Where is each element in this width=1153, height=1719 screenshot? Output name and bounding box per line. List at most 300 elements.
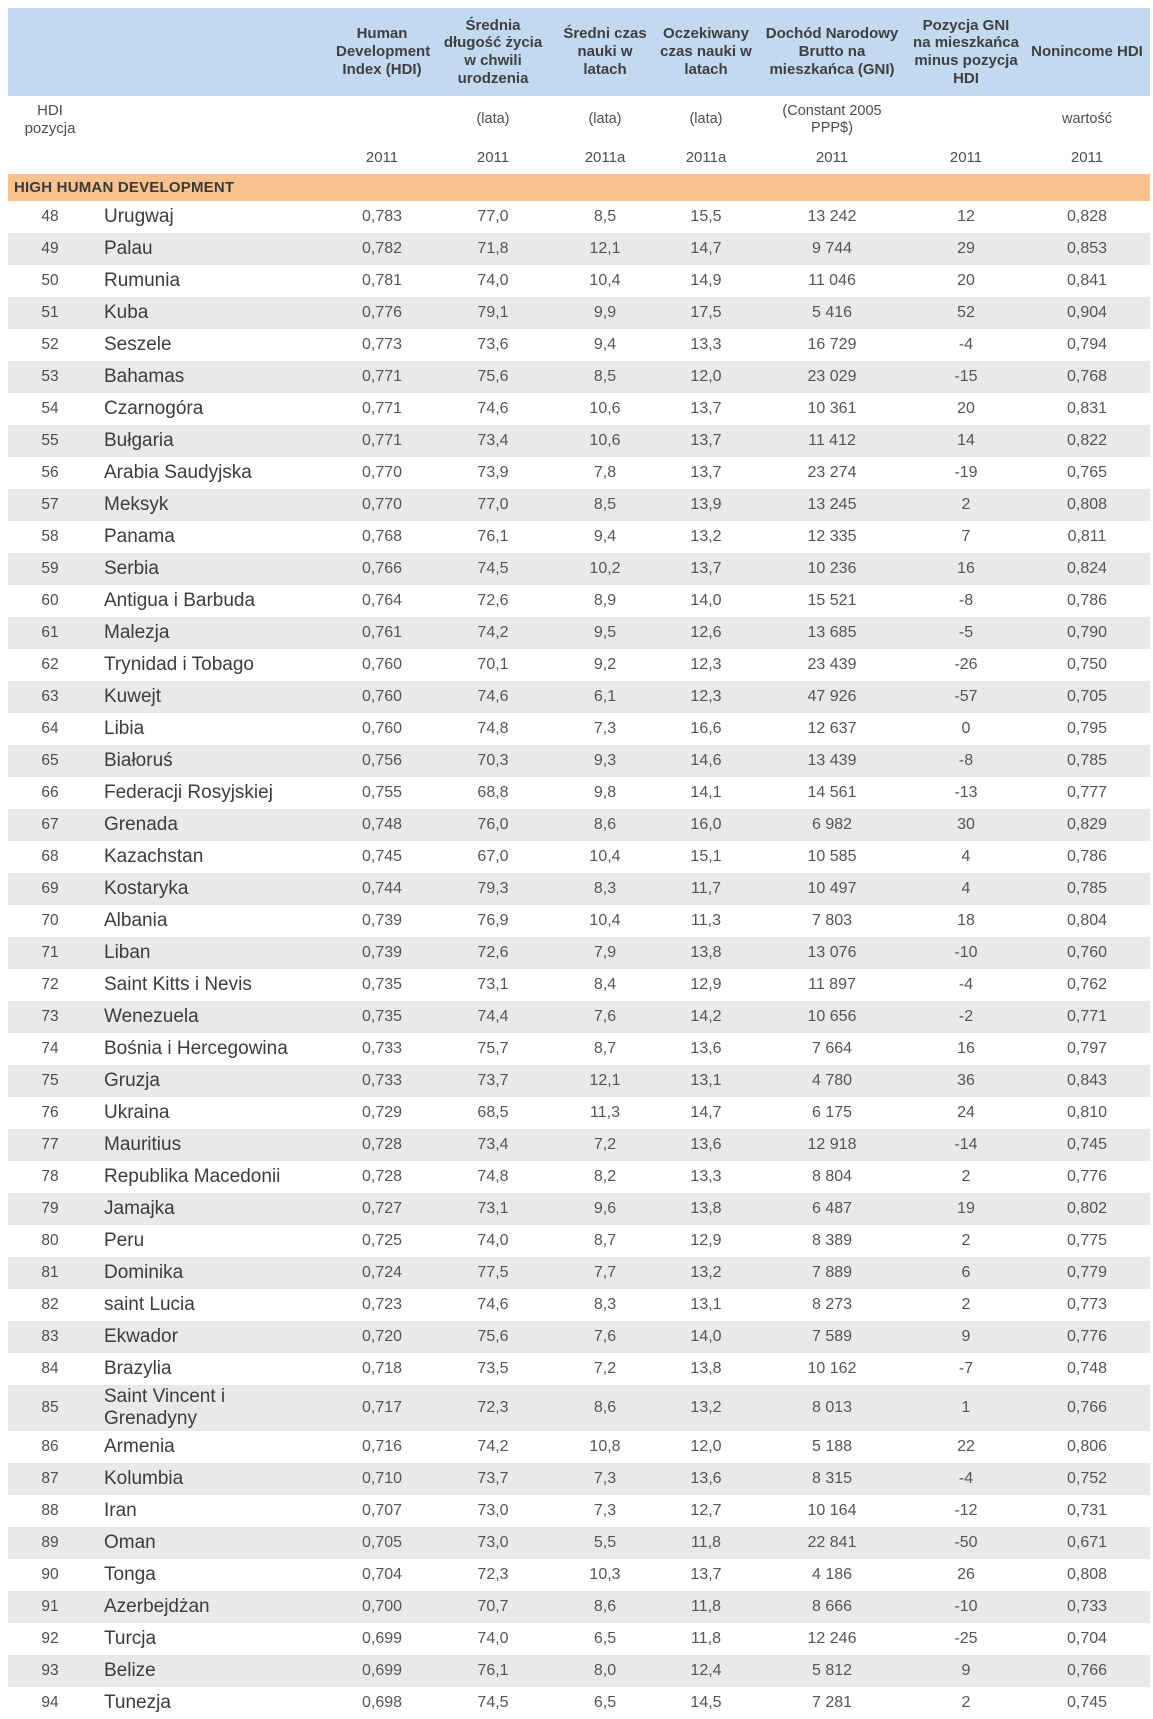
cell-rank: 71	[41, 944, 59, 961]
cell-nonincome-hdi: 0,785	[1066, 752, 1108, 769]
cell-life-expectancy: 67,0	[477, 848, 509, 865]
cell-mean-years-schooling: 7,8	[593, 464, 617, 481]
cell-life-expectancy: 74,5	[477, 560, 509, 577]
cell-expected-years-schooling: 14,0	[690, 1328, 722, 1345]
cell-life-expectancy: 74,6	[477, 400, 509, 417]
cell-life-expectancy: 71,8	[477, 240, 509, 257]
cell-life-expectancy: 74,4	[477, 1008, 509, 1025]
cell-country: Bułgaria	[104, 430, 174, 451]
table-row	[8, 905, 1150, 937]
cell-gni: 7 664	[811, 1040, 853, 1057]
cell-country: Libia	[104, 718, 145, 739]
cell-nonincome-hdi: 0,808	[1066, 496, 1108, 513]
cell-rank: 65	[41, 752, 59, 769]
cell-expected-years-schooling: 13,7	[690, 1565, 722, 1583]
cell-mean-years-schooling: 8,5	[593, 368, 617, 385]
cell-mean-years-schooling: 8,4	[593, 976, 617, 993]
cell-country: Belize	[104, 1659, 156, 1681]
cell-rank: 87	[41, 1469, 59, 1487]
cell-rank: 91	[41, 1597, 59, 1615]
cell-life-expectancy: 75,6	[477, 1328, 509, 1345]
cell-expected-years-schooling: 14,0	[690, 592, 722, 609]
table-row	[8, 1385, 1150, 1431]
cell-country: Kazachstan	[104, 846, 204, 867]
unit-mys: (lata)	[554, 96, 656, 144]
cell-expected-years-schooling: 13,1	[690, 1296, 722, 1313]
cell-gni-rank-minus-hdi: 22	[957, 1437, 975, 1455]
cell-life-expectancy: 74,0	[477, 1232, 509, 1249]
cell-gni: 14 561	[807, 784, 857, 801]
cell-hdi: 0,745	[361, 848, 403, 865]
cell-hdi: 0,776	[361, 304, 403, 321]
cell-gni-rank-minus-hdi: 6	[961, 1264, 971, 1281]
cell-country: Liban	[104, 942, 151, 963]
cell-nonincome-hdi: 0,768	[1066, 368, 1108, 385]
cell-nonincome-hdi: 0,705	[1066, 688, 1108, 705]
cell-mean-years-schooling: 8,5	[593, 496, 617, 513]
cell-nonincome-hdi: 0,785	[1066, 880, 1108, 897]
cell-country: Peru	[104, 1230, 145, 1251]
table-row	[8, 393, 1150, 425]
cell-country: Federacji Rosyjskiej	[104, 782, 273, 803]
table-row	[8, 681, 1150, 713]
cell-nonincome-hdi: 0,797	[1066, 1040, 1108, 1057]
table-row	[8, 1655, 1150, 1687]
cell-gni: 23 029	[807, 368, 857, 385]
table-row	[8, 265, 1150, 297]
cell-life-expectancy: 75,6	[477, 368, 509, 385]
col-header-rank-spacer	[8, 8, 92, 96]
cell-hdi: 0,760	[361, 720, 403, 737]
cell-mean-years-schooling: 12,1	[589, 240, 621, 257]
cell-gni: 12 918	[807, 1136, 857, 1153]
table-row	[8, 489, 1150, 521]
cell-nonincome-hdi: 0,776	[1066, 1168, 1108, 1185]
cell-mean-years-schooling: 8,7	[593, 1040, 617, 1057]
cell-gni: 8 315	[811, 1469, 853, 1487]
cell-country: Turcja	[104, 1627, 157, 1649]
cell-gni: 10 497	[807, 880, 857, 897]
cell-mean-years-schooling: 11,3	[590, 1104, 620, 1121]
cell-life-expectancy: 74,0	[477, 1629, 509, 1647]
cell-nonincome-hdi: 0,777	[1066, 784, 1108, 801]
cell-expected-years-schooling: 13,7	[690, 464, 722, 481]
cell-hdi: 0,739	[361, 944, 403, 961]
cell-life-expectancy: 76,0	[477, 816, 509, 833]
cell-hdi: 0,700	[361, 1597, 403, 1615]
cell-hdi: 0,733	[361, 1072, 403, 1089]
cell-gni: 10 164	[807, 1501, 857, 1519]
cell-country: Kostaryka	[104, 878, 189, 899]
cell-expected-years-schooling: 12,3	[690, 688, 722, 705]
cell-country: Republika Macedonii	[104, 1166, 281, 1187]
cell-country: Ukraina	[104, 1102, 170, 1123]
table-row	[8, 649, 1150, 681]
col-header-expected-years-schooling: Oczekiwany czas nauki w latach	[656, 8, 756, 96]
cell-gni-rank-minus-hdi: 18	[957, 912, 975, 929]
cell-expected-years-schooling: 16,6	[690, 720, 722, 737]
cell-nonincome-hdi: 0,804	[1066, 912, 1108, 929]
cell-hdi: 0,739	[361, 912, 403, 929]
cell-mean-years-schooling: 10,4	[589, 912, 621, 929]
table-row	[8, 841, 1150, 873]
cell-gni: 5 812	[811, 1661, 853, 1679]
cell-mean-years-schooling: 9,6	[593, 1200, 617, 1217]
cell-expected-years-schooling: 14,7	[690, 1104, 722, 1121]
cell-life-expectancy: 74,6	[477, 688, 509, 705]
cell-life-expectancy: 74,5	[477, 1693, 509, 1711]
cell-mean-years-schooling: 9,5	[593, 624, 617, 641]
cell-mean-years-schooling: 10,6	[589, 400, 621, 417]
table-row	[8, 233, 1150, 265]
cell-country: Czarnogóra	[104, 398, 204, 419]
cell-life-expectancy: 74,2	[477, 1437, 509, 1455]
table-row	[8, 937, 1150, 969]
unit-life: (lata)	[432, 96, 554, 144]
cell-hdi: 0,704	[361, 1565, 403, 1583]
cell-mean-years-schooling: 10,6	[589, 432, 621, 449]
cell-rank: 72	[41, 976, 59, 993]
cell-rank: 62	[41, 656, 59, 673]
cell-life-expectancy: 73,4	[477, 432, 509, 449]
cell-gni: 8 013	[811, 1398, 853, 1416]
cell-nonincome-hdi: 0,811	[1067, 528, 1107, 545]
cell-expected-years-schooling: 12,0	[690, 1437, 722, 1455]
cell-gni: 12 335	[807, 528, 857, 545]
cell-life-expectancy: 75,7	[477, 1040, 509, 1057]
cell-hdi: 0,760	[361, 688, 403, 705]
cell-country: Dominika	[104, 1262, 184, 1283]
unit-country	[92, 96, 332, 144]
cell-country: Iran	[104, 1499, 137, 1521]
cell-gni-rank-minus-hdi: -57	[954, 688, 978, 705]
table-row	[8, 297, 1150, 329]
cell-mean-years-schooling: 8,6	[593, 1597, 617, 1615]
cell-expected-years-schooling: 12,7	[690, 1501, 722, 1519]
cell-expected-years-schooling: 11,8	[691, 1533, 721, 1551]
cell-nonincome-hdi: 0,765	[1066, 464, 1108, 481]
cell-country: Saint Vincent i Grenadyny	[104, 1386, 226, 1429]
cell-mean-years-schooling: 12,1	[589, 1072, 621, 1089]
cell-gni: 11 412	[808, 432, 856, 449]
cell-life-expectancy: 72,3	[477, 1398, 509, 1416]
cell-life-expectancy: 72,6	[477, 944, 509, 961]
cell-gni-rank-minus-hdi: 36	[957, 1072, 975, 1089]
cell-gni-rank-minus-hdi: 12	[957, 208, 975, 225]
cell-mean-years-schooling: 8,5	[593, 208, 617, 225]
cell-life-expectancy: 74,2	[477, 624, 509, 641]
cell-rank: 54	[41, 400, 59, 417]
cell-country: Bahamas	[104, 366, 185, 387]
cell-hdi: 0,771	[361, 368, 403, 385]
cell-country: Palau	[104, 238, 153, 259]
cell-gni-rank-minus-hdi: 1	[961, 1398, 971, 1416]
cell-expected-years-schooling: 13,2	[690, 1264, 722, 1281]
cell-hdi: 0,768	[361, 528, 403, 545]
cell-mean-years-schooling: 9,2	[593, 656, 617, 673]
year-hdi: 2011	[332, 144, 432, 174]
cell-gni-rank-minus-hdi: -8	[958, 752, 974, 769]
cell-mean-years-schooling: 6,1	[593, 688, 617, 705]
cell-rank: 79	[41, 1200, 59, 1217]
cell-country: Serbia	[104, 558, 159, 579]
cell-gni: 16 729	[807, 336, 857, 353]
cell-nonincome-hdi: 0,808	[1066, 1565, 1108, 1583]
cell-expected-years-schooling: 14,6	[690, 752, 722, 769]
cell-mean-years-schooling: 8,9	[593, 592, 617, 609]
cell-life-expectancy: 72,3	[477, 1565, 509, 1583]
cell-nonincome-hdi: 0,810	[1066, 1104, 1108, 1121]
cell-hdi: 0,735	[361, 976, 403, 993]
year-row	[8, 144, 1150, 174]
unit-nonincome: wartość	[1024, 96, 1150, 144]
table-row	[8, 1559, 1150, 1591]
cell-gni-rank-minus-hdi: -19	[954, 464, 978, 481]
cell-gni-rank-minus-hdi: -4	[958, 976, 974, 993]
table-row	[8, 329, 1150, 361]
cell-gni-rank-minus-hdi: 2	[961, 1296, 971, 1313]
cell-gni: 7 589	[811, 1328, 853, 1345]
section-band	[8, 174, 1150, 201]
cell-rank: 50	[41, 272, 59, 289]
year-mys: 2011a	[554, 144, 656, 174]
cell-mean-years-schooling: 8,3	[593, 1296, 617, 1313]
cell-nonincome-hdi: 0,828	[1066, 208, 1108, 225]
cell-life-expectancy: 74,0	[477, 272, 509, 289]
cell-expected-years-schooling: 12,6	[690, 624, 722, 641]
table-row	[8, 1161, 1150, 1193]
cell-country: Tunezja	[104, 1691, 171, 1713]
cell-mean-years-schooling: 7,7	[593, 1264, 617, 1281]
cell-life-expectancy: 79,1	[477, 304, 509, 321]
cell-nonincome-hdi: 0,790	[1066, 624, 1108, 641]
cell-mean-years-schooling: 10,4	[589, 848, 621, 865]
cell-expected-years-schooling: 13,7	[690, 560, 722, 577]
cell-mean-years-schooling: 8,7	[593, 1232, 617, 1249]
cell-gni-rank-minus-hdi: -14	[954, 1136, 978, 1153]
cell-hdi: 0,710	[361, 1469, 403, 1487]
cell-mean-years-schooling: 7,3	[593, 720, 617, 737]
table-row	[8, 361, 1150, 393]
cell-life-expectancy: 76,1	[477, 1661, 509, 1679]
unit-label-row	[8, 96, 1150, 144]
table-row	[8, 585, 1150, 617]
cell-gni: 13 076	[807, 944, 857, 961]
table-row	[8, 713, 1150, 745]
cell-rank: 57	[41, 496, 59, 513]
cell-hdi: 0,717	[361, 1398, 403, 1416]
cell-gni-rank-minus-hdi: 2	[961, 1232, 971, 1249]
cell-nonincome-hdi: 0,802	[1066, 1200, 1108, 1217]
cell-life-expectancy: 70,3	[477, 752, 509, 769]
cell-rank: 51	[41, 304, 59, 321]
table-row	[8, 1353, 1150, 1385]
cell-gni-rank-minus-hdi: 2	[961, 1693, 971, 1711]
cell-rank: 82	[41, 1296, 59, 1313]
cell-mean-years-schooling: 8,2	[593, 1168, 617, 1185]
cell-gni: 10 585	[807, 848, 857, 865]
cell-nonincome-hdi: 0,775	[1066, 1232, 1108, 1249]
cell-nonincome-hdi: 0,776	[1066, 1328, 1108, 1345]
cell-life-expectancy: 74,8	[477, 720, 509, 737]
hdi-table	[8, 8, 1150, 1719]
cell-expected-years-schooling: 14,7	[690, 240, 722, 257]
cell-hdi: 0,718	[361, 1360, 403, 1377]
cell-country: Białoruś	[104, 750, 173, 771]
cell-gni: 8 666	[811, 1597, 853, 1615]
column-title-row	[8, 8, 1150, 96]
cell-gni-rank-minus-hdi: 16	[957, 560, 975, 577]
cell-country: Rumunia	[104, 270, 181, 291]
cell-gni-rank-minus-hdi: 2	[961, 496, 971, 513]
cell-country: Oman	[104, 1531, 156, 1553]
cell-life-expectancy: 73,7	[477, 1072, 509, 1089]
cell-expected-years-schooling: 12,4	[690, 1661, 722, 1679]
col-header-gni-rank-minus-hdi: Pozycja GNI na mieszkańca minus pozycja HDI	[908, 8, 1024, 96]
cell-gni: 10 656	[807, 1008, 857, 1025]
cell-mean-years-schooling: 10,8	[589, 1437, 621, 1455]
cell-rank: 86	[41, 1437, 59, 1455]
year-eys: 2011a	[656, 144, 756, 174]
year-rank	[8, 144, 92, 174]
cell-gni-rank-minus-hdi: 20	[957, 272, 975, 289]
cell-hdi: 0,748	[361, 816, 403, 833]
cell-country: Brazylia	[104, 1358, 172, 1379]
cell-rank: 73	[41, 1008, 59, 1025]
cell-hdi: 0,707	[361, 1501, 403, 1519]
cell-mean-years-schooling: 7,9	[593, 944, 617, 961]
cell-rank: 75	[41, 1072, 59, 1089]
cell-life-expectancy: 68,5	[477, 1104, 509, 1121]
cell-expected-years-schooling: 13,3	[690, 336, 722, 353]
cell-life-expectancy: 73,9	[477, 464, 509, 481]
cell-expected-years-schooling: 14,2	[690, 1008, 722, 1025]
cell-hdi: 0,755	[361, 784, 403, 801]
cell-hdi: 0,728	[361, 1136, 403, 1153]
cell-rank: 80	[41, 1232, 59, 1249]
cell-gni-rank-minus-hdi: -8	[958, 592, 974, 609]
col-header-life-expectancy: Średnia długość życia w chwili urodzenia	[432, 8, 554, 96]
cell-rank: 90	[41, 1565, 59, 1583]
cell-country: Albania	[104, 910, 168, 931]
cell-expected-years-schooling: 15,5	[690, 208, 722, 225]
cell-rank: 55	[41, 432, 59, 449]
cell-gni-rank-minus-hdi: -10	[954, 1597, 978, 1615]
cell-life-expectancy: 76,1	[477, 528, 509, 545]
cell-nonincome-hdi: 0,853	[1066, 240, 1108, 257]
year-life: 2011	[432, 144, 554, 174]
cell-life-expectancy: 73,1	[477, 1200, 509, 1217]
cell-hdi: 0,725	[361, 1232, 403, 1249]
cell-mean-years-schooling: 8,6	[593, 816, 617, 833]
cell-gni: 10 361	[807, 400, 857, 417]
cell-hdi: 0,761	[361, 624, 403, 641]
cell-gni-rank-minus-hdi: 29	[957, 240, 975, 257]
cell-gni-rank-minus-hdi: -25	[954, 1629, 978, 1647]
year-nonincome: 2011	[1024, 144, 1150, 174]
cell-gni: 7 889	[811, 1264, 853, 1281]
cell-rank: 64	[41, 720, 59, 737]
cell-hdi: 0,773	[361, 336, 403, 353]
cell-country: Gruzja	[104, 1070, 160, 1091]
unit-eys: (lata)	[656, 96, 756, 144]
table-row	[8, 457, 1150, 489]
cell-mean-years-schooling: 6,5	[593, 1629, 617, 1647]
cell-nonincome-hdi: 0,766	[1066, 1661, 1108, 1679]
cell-hdi: 0,766	[361, 560, 403, 577]
rank-column-label: HDI pozycja	[8, 96, 92, 144]
cell-rank: 81	[41, 1264, 59, 1281]
cell-hdi: 0,728	[361, 1168, 403, 1185]
cell-hdi: 0,770	[361, 464, 403, 481]
cell-gni-rank-minus-hdi: 4	[961, 880, 971, 897]
cell-gni: 11 897	[808, 976, 856, 993]
cell-life-expectancy: 70,1	[477, 656, 509, 673]
table-row	[8, 553, 1150, 585]
cell-nonincome-hdi: 0,843	[1066, 1072, 1108, 1089]
cell-life-expectancy: 77,0	[477, 208, 509, 225]
cell-nonincome-hdi: 0,762	[1066, 976, 1108, 993]
cell-mean-years-schooling: 8,6	[593, 1398, 617, 1416]
cell-rank: 69	[41, 880, 59, 897]
year-country	[92, 144, 332, 174]
year-gni: 2011	[756, 144, 908, 174]
cell-gni: 8 273	[811, 1296, 853, 1313]
table-row	[8, 1495, 1150, 1527]
cell-expected-years-schooling: 13,3	[690, 1168, 722, 1185]
cell-gni-rank-minus-hdi: -12	[954, 1501, 978, 1519]
cell-mean-years-schooling: 10,3	[589, 1565, 621, 1583]
cell-expected-years-schooling: 13,7	[690, 432, 722, 449]
cell-gni-rank-minus-hdi: 19	[957, 1200, 975, 1217]
cell-life-expectancy: 74,6	[477, 1296, 509, 1313]
cell-gni: 4 186	[811, 1565, 853, 1583]
cell-rank: 60	[41, 592, 59, 609]
cell-gni: 12 637	[807, 720, 857, 737]
cell-hdi: 0,783	[361, 208, 403, 225]
cell-country: Urugwaj	[104, 206, 174, 227]
table-row	[8, 201, 1150, 233]
cell-rank: 59	[41, 560, 59, 577]
table-row	[8, 521, 1150, 553]
cell-country: Seszele	[104, 334, 172, 355]
cell-mean-years-schooling: 8,3	[593, 880, 617, 897]
cell-nonincome-hdi: 0,822	[1066, 432, 1108, 449]
cell-rank: 67	[41, 816, 59, 833]
cell-country: Bośnia i Hercegowina	[104, 1038, 288, 1059]
cell-gni-rank-minus-hdi: -7	[958, 1360, 974, 1377]
cell-nonincome-hdi: 0,671	[1066, 1533, 1108, 1551]
unit-hdi	[332, 96, 432, 144]
table-row	[8, 1225, 1150, 1257]
cell-gni-rank-minus-hdi: 9	[961, 1661, 971, 1679]
cell-expected-years-schooling: 13,8	[690, 944, 722, 961]
cell-mean-years-schooling: 7,3	[593, 1469, 617, 1487]
cell-hdi: 0,716	[361, 1437, 403, 1455]
cell-gni: 13 439	[807, 752, 857, 769]
cell-gni: 9 744	[811, 240, 853, 257]
cell-rank: 88	[41, 1501, 59, 1519]
cell-hdi: 0,771	[361, 400, 403, 417]
cell-gni-rank-minus-hdi: -4	[958, 1469, 974, 1487]
cell-gni-rank-minus-hdi: 30	[957, 816, 975, 833]
cell-gni-rank-minus-hdi: 7	[961, 528, 971, 545]
cell-life-expectancy: 77,0	[477, 496, 509, 513]
table-row	[8, 1097, 1150, 1129]
cell-expected-years-schooling: 13,6	[690, 1136, 722, 1153]
cell-gni: 4 780	[811, 1072, 853, 1089]
table-row	[8, 617, 1150, 649]
